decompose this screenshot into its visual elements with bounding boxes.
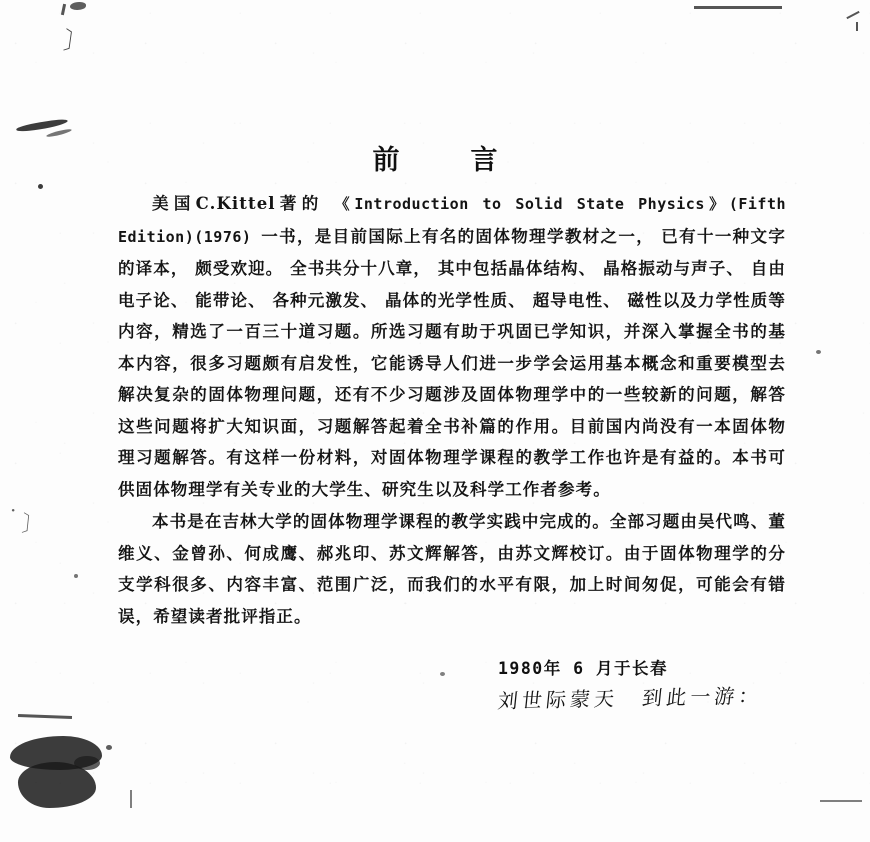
page-title: 前 言 [372, 145, 520, 176]
ink-dot-lower-center [440, 672, 445, 676]
ink-blob-upper-left [70, 2, 86, 10]
signature-handwriting: 刘世际蒙天 到此一游： [496, 683, 764, 713]
scan-edge-mark-top-right [846, 11, 859, 19]
english-book-title: 《Introduction to Solid State Physics》(Fifth Edition)(1976) [118, 195, 787, 246]
scan-edge-mark-bottom-left [18, 714, 72, 719]
scan-edge-mark-bottom-right [820, 800, 862, 802]
corner-ink-mark: 〕 [61, 26, 90, 58]
body-text [118, 188, 786, 633]
scan-edge-mark-top-left [61, 4, 66, 15]
signature-date: 1980年 6 月于长春 [498, 659, 669, 678]
ink-dot-left-upper [38, 184, 43, 189]
paragraph-1: 美国C.Kittel著的 《Introduction to Solid State Physics》(Fifth Edition)(1976) 一书，是目前国际上有名的固体物理学教材之一， 已有十一种文字的译本， 颇受欢迎。 全书共分十八章， 其中包括晶体结构、 晶格振动与声子、 自由电子论、 能带论、 各种元激发、 晶体的光学性质、 超导电性、 磁性以及力学性质等内容，精选了一百三十道习题。所选习题有助于巩固已学知识，并深入掌握全书的基本内容，很多习题颇有启发性，它能诱导人们进一步学会运用基本概念和重要模型去解决复杂的固体物理问题，还有不少习题涉及固体物理学中的一些较新的问题，解答这些问题将扩大知识面，习题解答起着全书补篇的作用。目前国内尚没有一本固体物理习题解答。有这样一份材料，对固体物理学课程的教学工作也许是有益的。本书可供固体物理学有关专业的大学生、研究生以及科学工作者参考。 [118, 194, 787, 499]
ink-blot-bottom-left-3 [74, 756, 100, 770]
signature-block [498, 655, 838, 714]
stray-ink-dot: · [10, 498, 17, 522]
paragraph-2: 本书是在吉林大学的固体物理学课程的教学实践中完成的。全部习题由吴代鸣、董维义、金曾孙、何成鹰、郝兆印、苏文辉解答，由苏文辉校订。由于固体物理学的分支学科很多、内容丰富、范围广泛，而我们的水平有限，加上时间匆促，可能会有错误，希望读者批评指正。 [118, 512, 786, 626]
scan-edge-mark-top-center [694, 6, 782, 9]
paren-ink-mark: 〕 [20, 511, 46, 540]
scan-edge-mark-bottom-tick [130, 790, 132, 808]
ink-blot-bottom-left-speck [106, 745, 112, 750]
ink-dot-right-mid [816, 350, 821, 354]
ink-dot-left-mid [74, 574, 78, 578]
ink-streak-left-2 [46, 128, 72, 138]
scan-edge-mark-top-right-2 [856, 22, 858, 31]
